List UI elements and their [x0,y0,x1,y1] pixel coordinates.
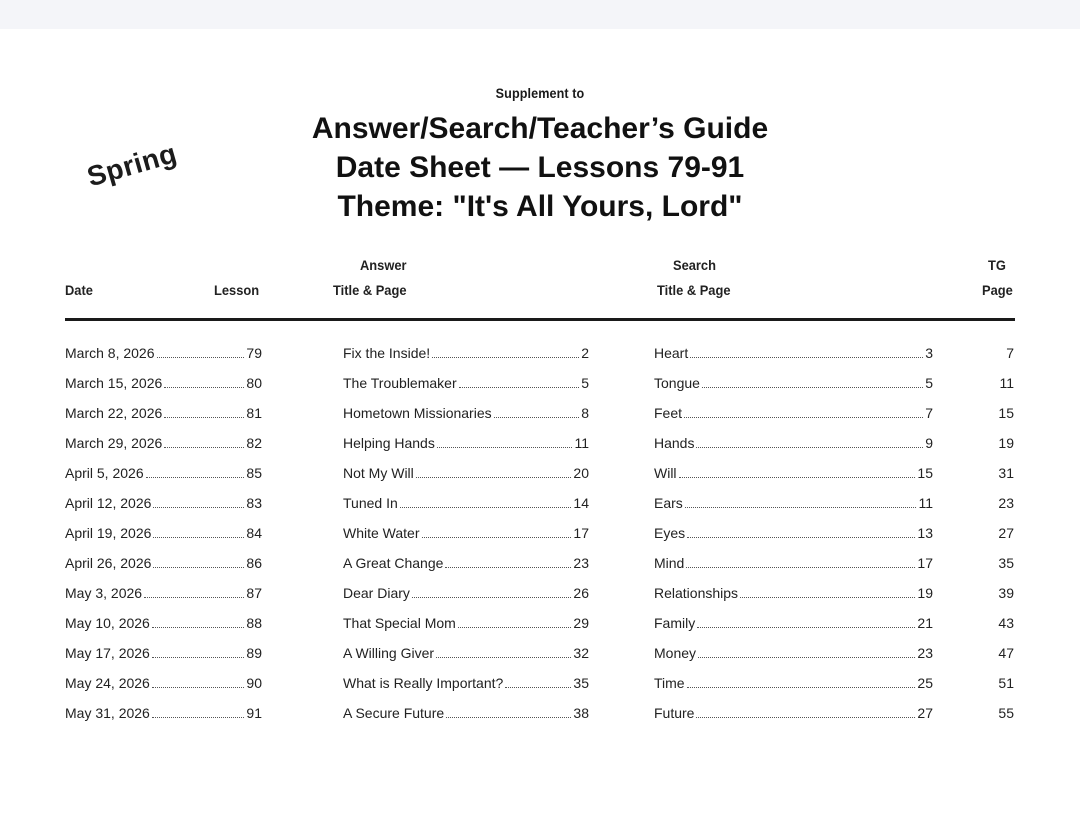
tg-page: 35 [998,555,1014,571]
answer-title: Dear Diary [343,585,410,601]
lesson-number: 86 [246,555,262,571]
search-page: 17 [917,555,933,571]
date-sheet [0,29,1080,839]
dot-leader [687,525,915,538]
date-cell [65,613,262,633]
tg-page: 47 [998,645,1014,661]
dot-leader [684,405,923,418]
column-header-tg-page: Page [982,282,1013,298]
lesson-number: 82 [246,435,262,451]
dot-leader [432,345,579,358]
answer-page: 23 [573,555,589,571]
lesson-number: 89 [246,645,262,661]
date-text: May 17, 2026 [65,645,150,661]
dot-leader [445,555,571,568]
search-cell [654,703,933,723]
search-title: Money [654,645,697,661]
search-page: 11 [918,495,933,511]
search-page: 21 [917,615,933,631]
date-text: May 24, 2026 [65,675,150,691]
search-page: 9 [925,435,933,451]
date-cell [65,403,262,423]
answer-title: The Troublemaker [343,375,457,391]
answer-cell [343,643,589,663]
table-row [0,493,1080,513]
dot-leader [152,675,245,688]
answer-page: 5 [581,375,589,391]
answer-title: Tuned In [343,495,398,511]
date-cell [65,463,262,483]
column-header-date: Date [65,282,93,298]
date-text: March 8, 2026 [65,345,155,361]
table-row [0,403,1080,423]
date-text: April 12, 2026 [65,495,152,511]
answer-cell [343,373,589,393]
tg-page: 43 [998,615,1014,631]
answer-page: 32 [573,645,589,661]
tg-page: 39 [998,585,1014,601]
answer-page: 14 [573,495,589,511]
search-cell [654,373,933,393]
date-cell [65,553,262,573]
search-cell [654,463,933,483]
table-row [0,433,1080,453]
table-row [0,643,1080,663]
tg-page: 27 [998,525,1014,541]
title-line-3: Theme: "It's All Yours, Lord" [337,190,743,223]
tg-page: 19 [998,435,1014,451]
answer-page: 11 [574,435,589,451]
dot-leader [164,435,244,448]
top-bar [0,0,1080,29]
season-label: Spring [83,137,181,193]
date-cell [65,523,262,543]
dot-leader [146,465,245,478]
date-cell [65,673,262,693]
tg-page: 31 [998,465,1014,481]
answer-page: 26 [573,585,589,601]
title-line-1: Answer/Search/Teacher’s Guide [311,112,769,145]
search-title: Will [654,465,677,481]
tg-page: 51 [998,675,1014,691]
column-header-tg: TG [988,257,1006,273]
search-title: Time [654,675,685,691]
search-title: Feet [654,405,683,421]
table-row [0,343,1080,363]
search-cell [654,523,933,543]
search-cell [654,433,933,453]
dot-leader [164,375,244,388]
dot-leader [152,645,245,658]
dot-leader [697,615,915,628]
search-title: Eyes [654,525,686,541]
dot-leader [152,705,245,718]
tg-page: 23 [998,495,1014,511]
dot-leader [153,525,244,538]
dot-leader [412,585,572,598]
answer-cell [343,703,589,723]
dot-leader [164,405,244,418]
search-title: Family [654,615,696,631]
answer-title: Helping Hands [343,435,435,451]
dot-leader [687,675,916,688]
dot-leader [698,645,915,658]
dot-leader [157,345,245,358]
dot-leader [436,645,571,658]
header-divider [65,318,1015,321]
dot-leader [740,585,915,598]
lesson-number: 88 [246,615,262,631]
answer-page: 17 [573,525,589,541]
search-page: 19 [917,585,933,601]
dot-leader [494,405,580,418]
search-cell [654,673,933,693]
answer-title: Hometown Missionaries [343,405,492,421]
search-cell [654,493,933,513]
answer-page: 38 [573,705,589,721]
lesson-number: 79 [246,345,262,361]
search-page: 25 [917,675,933,691]
date-text: March 22, 2026 [65,405,163,421]
answer-cell [343,493,589,513]
search-cell [654,643,933,663]
column-header-search-title-page: Title & Page [657,282,731,298]
answer-page: 20 [573,465,589,481]
lesson-number: 81 [246,405,262,421]
table-row [0,583,1080,603]
date-text: March 15, 2026 [65,375,163,391]
answer-cell [343,673,589,693]
dot-leader [400,495,572,508]
dot-leader [696,705,915,718]
date-cell [65,433,262,453]
column-header-answer-title-page: Title & Page [333,282,407,298]
dot-leader [685,495,917,508]
dot-leader [153,555,244,568]
supplement-label: Supplement to [495,85,585,101]
table-row [0,463,1080,483]
search-title: Mind [654,555,685,571]
search-title: Heart [654,345,689,361]
search-title: Ears [654,495,683,511]
tg-page: 55 [998,705,1014,721]
date-text: April 19, 2026 [65,525,152,541]
answer-title: Fix the Inside! [343,345,431,361]
date-cell [65,583,262,603]
dot-leader [416,465,572,478]
tg-page: 7 [1006,345,1014,361]
answer-title: Not My Will [343,465,414,481]
date-text: April 26, 2026 [65,555,152,571]
tg-page: 11 [999,375,1014,391]
dot-leader [153,495,244,508]
answer-cell [343,403,589,423]
answer-cell [343,553,589,573]
lesson-number: 83 [246,495,262,511]
lesson-number: 91 [246,705,262,721]
column-header-lesson: Lesson [214,282,260,298]
column-header-answer: Answer [360,257,407,273]
search-cell [654,583,933,603]
search-page: 5 [925,375,933,391]
answer-page: 2 [581,345,589,361]
lesson-number: 84 [246,525,262,541]
table-row [0,673,1080,693]
answer-cell [343,523,589,543]
dot-leader [459,375,580,388]
table-row [0,613,1080,633]
search-title: Future [654,705,695,721]
answer-title: A Secure Future [343,705,445,721]
search-page: 3 [925,345,933,361]
lesson-number: 87 [246,585,262,601]
dot-leader [505,675,571,688]
search-cell [654,343,933,363]
date-text: March 29, 2026 [65,435,163,451]
date-cell [65,643,262,663]
dot-leader [422,525,572,538]
answer-cell [343,433,589,453]
date-cell [65,493,262,513]
search-page: 15 [917,465,933,481]
answer-title: A Willing Giver [343,645,435,661]
dot-leader [696,435,923,448]
table-row [0,703,1080,723]
answer-page: 8 [581,405,589,421]
dot-leader [446,705,571,718]
answer-page: 29 [573,615,589,631]
lesson-number: 90 [246,675,262,691]
answer-title: What is Really Important? [343,675,504,691]
dot-leader [458,615,572,628]
date-text: May 3, 2026 [65,585,143,601]
dot-leader [702,375,923,388]
dot-leader [144,585,244,598]
search-cell [654,613,933,633]
search-cell [654,403,933,423]
search-title: Relationships [654,585,739,601]
dot-leader [686,555,915,568]
date-text: May 31, 2026 [65,705,150,721]
lesson-number: 80 [246,375,262,391]
column-header-search: Search [673,257,716,273]
answer-title: White Water [343,525,420,541]
dot-leader [437,435,573,448]
date-cell [65,373,262,393]
answer-cell [343,463,589,483]
search-page: 23 [917,645,933,661]
answer-title: A Great Change [343,555,444,571]
search-title: Hands [654,435,695,451]
answer-page: 35 [573,675,589,691]
date-cell [65,343,262,363]
search-page: 13 [917,525,933,541]
date-text: April 5, 2026 [65,465,144,481]
dot-leader [679,465,916,478]
title-line-2: Date Sheet — Lessons 79-91 [335,151,745,184]
answer-cell [343,343,589,363]
dot-leader [690,345,923,358]
date-cell [65,703,262,723]
answer-cell [343,613,589,633]
dot-leader [152,615,245,628]
lesson-number: 85 [246,465,262,481]
search-title: Tongue [654,375,700,391]
search-page: 7 [925,405,933,421]
answer-cell [343,583,589,603]
table-row [0,373,1080,393]
tg-page: 15 [998,405,1014,421]
table-row [0,523,1080,543]
answer-title: That Special Mom [343,615,456,631]
date-text: May 10, 2026 [65,615,150,631]
search-cell [654,553,933,573]
table-row [0,553,1080,573]
search-page: 27 [917,705,933,721]
